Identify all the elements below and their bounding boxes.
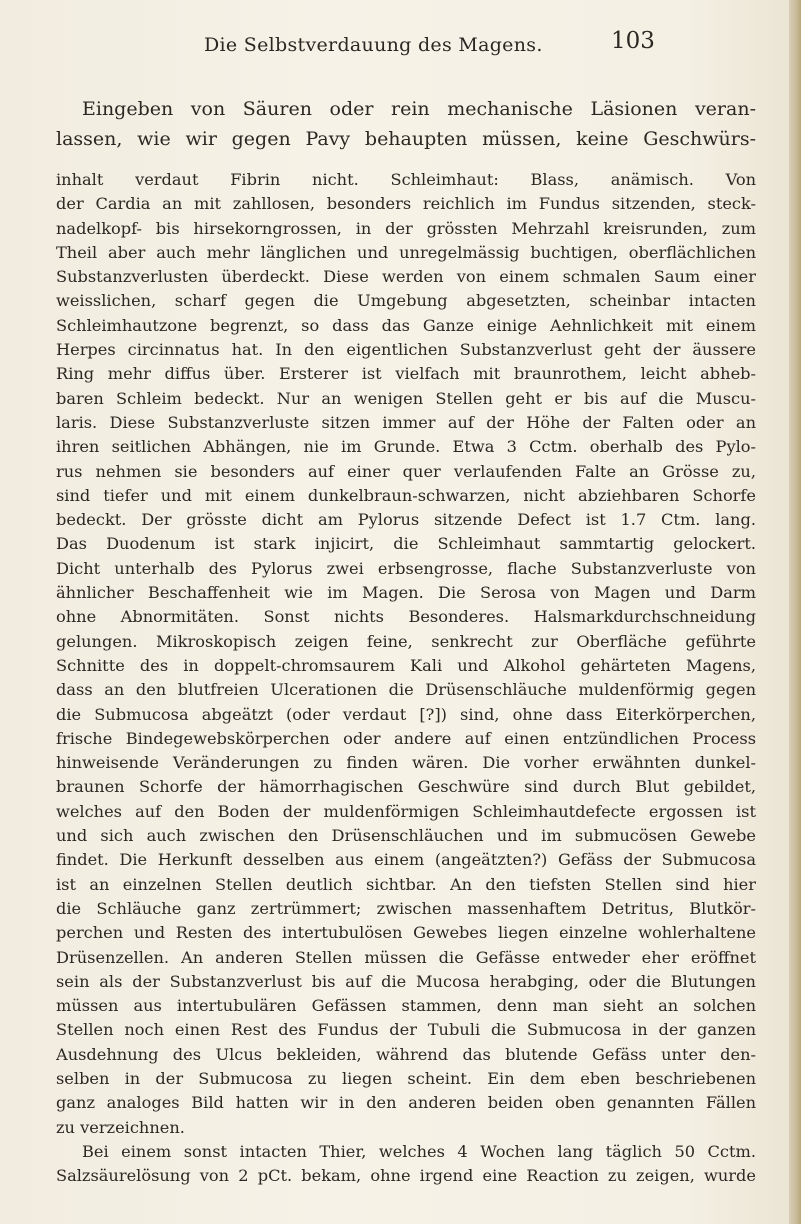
text-line: lassen, wie wir gegen Pavy behaupten müssen, keine Geschwürs- (56, 128, 756, 150)
text-line: laris. Diese Substanzverluste sitzen immer auf der Höhe der Falten oder an (56, 412, 756, 432)
text-line: welches auf den Boden der muldenförmigen Schleimhautdefecte ergossen ist (56, 801, 756, 821)
text-line: Das Duodenum ist stark injicirt, die Schleimhaut sammtartig gelockert. (56, 534, 756, 554)
text-line: Herpes circinnatus hat. In den eigentlichen Substanzverlust geht der äussere (56, 340, 756, 360)
text-line: sind tiefer und mit einem dunkelbraun-schwarzen, nicht abziehbaren Schorfe (56, 485, 756, 505)
text-line: perchen und Resten des intertubulösen Gewebes liegen einzelne wohlerhaltene (56, 923, 756, 943)
text-line: dass an den blutfreien Ulcerationen die Drüsenschläuche muldenförmig gegen (56, 680, 756, 700)
text-line: Substanzverlusten überdeckt. Diese werden von einem schmalen Saum einer (56, 267, 756, 287)
text-line: hinweisende Veränderungen zu finden wären. Die vorher erwähnten dunkel- (56, 753, 756, 773)
page-header (0, 28, 801, 64)
text-line: findet. Die Herkunft desselben aus einem (angeätzten?) Gefäss der Submucosa (56, 850, 756, 870)
text-line: ist an einzelnen Stellen deutlich sichtbar. An den tiefsten Stellen sind hier (56, 874, 756, 894)
text-line: ähnlicher Beschaffenheit wie im Magen. Die Serosa von Magen und Darm (56, 583, 756, 603)
text-line: Theil aber auch mehr länglichen und unregelmässig buchtigen, oberflächlichen (56, 242, 756, 262)
text-line: die Schläuche ganz zertrümmert; zwischen massenhaftem Detritus, Blutkör- (56, 898, 756, 918)
section-gap (56, 154, 756, 168)
text-line: ganz analoges Bild hatten wir in den anderen beiden oben genannten Fällen (56, 1093, 756, 1113)
text-line: Stellen noch einen Rest des Fundus der Tubuli die Submucosa in der ganzen (56, 1020, 756, 1040)
text-line: rus nehmen sie besonders auf einer quer verlaufenden Falte an Grösse zu, (56, 461, 756, 481)
text-line: bedeckt. Der grösste dicht am Pylorus sitzende Defect ist 1.7 Ctm. lang. (56, 510, 756, 530)
text-line: weisslichen, scharf gegen die Umgebung abgesetzten, scheinbar intacten (56, 291, 756, 311)
body-text (56, 94, 756, 1188)
paragraph-1 (56, 94, 756, 154)
text-line: Drüsenzellen. An anderen Stellen müssen die Gefässe entweder eher eröffnet (56, 947, 756, 967)
text-line: Dicht unterhalb des Pylorus zwei erbsengrosse, flache Substanzverluste von (56, 558, 756, 578)
text-line: frische Bindegewebskörperchen oder andere auf einen entzündlichen Process (56, 728, 756, 748)
text-line: inhalt verdaut Fibrin nicht. Schleimhaut: Blass, anämisch. Von (56, 170, 756, 189)
text-line: der Cardia an mit zahllosen, besonders reichlich im Fundus sitzenden, steck- (56, 194, 756, 214)
text-line: baren Schleim bedeckt. Nur an wenigen Stellen geht er bis auf die Muscu- (56, 388, 756, 408)
text-line: Schnitte des in doppelt-chromsaurem Kali und Alkohol gehärteten Magens, (56, 655, 756, 675)
text-line: Salzsäurelösung von 2 pCt. bekam, ohne irgend eine Reaction zu zeigen, wurde (56, 1166, 756, 1186)
running-title: Die Selbstverdauung des Magens. (204, 34, 543, 56)
text-line: und sich auch zwischen den Drüsenschläuchen und im submucösen Gewebe (56, 826, 756, 846)
text-line: braunen Schorfe der hämorrhagischen Geschwüre sind durch Blut gebildet, (56, 777, 756, 797)
text-line: selben in der Submucosa zu liegen scheint. Ein dem eben beschriebenen (56, 1068, 756, 1088)
text-line: Bei einem sonst intacten Thier, welches 4 Wochen lang täglich 50 Cctm. (82, 1141, 756, 1161)
text-line: zu verzeichnen. (56, 1117, 185, 1137)
paragraph-2 (56, 168, 756, 1140)
text-line: Ring mehr diffus über. Ersterer ist vielfach mit braunrothem, leicht abheb- (56, 364, 756, 384)
text-line: Ausdehnung des Ulcus bekleiden, während das blutende Gefäss unter den- (56, 1044, 756, 1064)
text-line: die Submucosa abgeätzt (oder verdaut [?]) sind, ohne dass Eiterkörperchen, (56, 704, 756, 724)
text-line: sein als der Substanzverlust bis auf die Mucosa herabging, oder die Blutungen (56, 971, 756, 991)
text-line: Schleimhautzone begrenzt, so dass das Ganze einige Aehnlichkeit mit einem (56, 315, 756, 335)
text-line: gelungen. Mikroskopisch zeigen feine, senkrecht zur Oberfläche geführte (56, 631, 756, 651)
text-line: nadelkopf- bis hirsekorngrossen, in der grössten Mehrzahl kreisrunden, zum (56, 218, 756, 238)
text-line: müssen aus intertubulären Gefässen stammen, denn man sieht an solchen (56, 996, 756, 1016)
text-line: ihren seitlichen Abhängen, nie im Grunde. Etwa 3 Cctm. oberhalb des Pylo- (56, 437, 756, 457)
page-number: 103 (611, 28, 655, 54)
paragraph-3 (56, 1140, 756, 1189)
page-edge (789, 0, 801, 1224)
text-line: ohne Abnormitäten. Sonst nichts Besonderes. Halsmarkdurchschneidung (56, 607, 756, 627)
text-line: Eingeben von Säuren oder rein mechanische Läsionen veran- (82, 98, 756, 120)
